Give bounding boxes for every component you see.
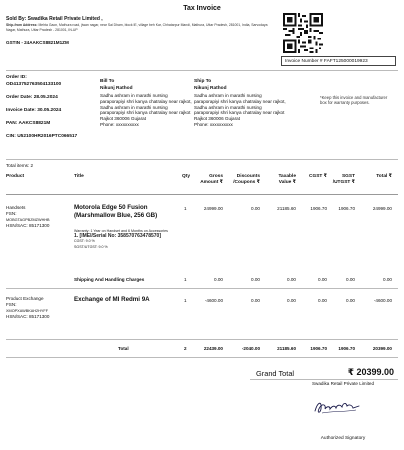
item2-total: -4600.00 (373, 298, 392, 303)
invoice-title: Tax Invoice (183, 5, 221, 12)
divider (6, 339, 398, 340)
total-cgst: 1906.70 (310, 346, 327, 351)
shipping-gross: 0.00 (214, 277, 223, 282)
item1-hsn: HSN/SAC: 85171300 (6, 223, 50, 228)
ship-from-label: Ship-from Address: (6, 23, 38, 27)
ship-from-address (6, 23, 276, 32)
total-taxable: 21185.60 (277, 346, 296, 351)
col-gross: Gross Amount ₹ (200, 174, 223, 185)
total-gross: 22439.00 (203, 346, 223, 351)
divider (6, 288, 398, 289)
total-qty: 2 (184, 346, 187, 351)
divider (250, 379, 398, 380)
item2-fsn: FSN: (6, 302, 17, 307)
pan: PAN: AAKCS8821M (6, 121, 51, 126)
item2-hsn: HSN/SAC: 85171300 (6, 314, 50, 319)
item2-cgst: 0.00 (318, 298, 327, 303)
item1-taxable: 21185.60 (277, 206, 296, 211)
item1-total: 24999.00 (372, 206, 392, 211)
bill-to-name: Nikunj Rathod (100, 86, 133, 91)
total-items: Total items: 2 (6, 163, 34, 168)
ship-to-phone: Phone: xxxxxxxxxx (194, 121, 233, 127)
item1-sgst: 1906.70 (338, 206, 355, 211)
col-product: Product (6, 174, 25, 179)
col-taxable: Taxable Value ₹ (278, 174, 296, 185)
bill-to-city: Rajkot 360006 Gujarat (100, 116, 146, 122)
grand-total-value: ₹ 20399.00 (347, 367, 394, 377)
cin: CIN: U52100HR2016PTC066517 (6, 134, 78, 139)
item2-product: Product Exchange (6, 296, 44, 301)
warranty-note: *Keep this invoice and manufacturer box for warranty purposes. (320, 95, 388, 106)
item1-cgst-rate: CGST: 9.0 % (74, 239, 95, 244)
order-id-label: Order ID: (6, 75, 27, 80)
item1-qty: 1 (184, 206, 187, 211)
item2-sgst: 0.00 (346, 298, 355, 303)
invoice-number: Invoice Number # FAFT125000019923 (281, 56, 396, 66)
item1-gross: 24999.00 (203, 206, 223, 211)
divider (6, 70, 398, 71)
divider (6, 159, 398, 160)
item2-title: Exchange of MI Redmi 9A (74, 296, 150, 303)
order-date: Order Date: 28.05.2024 (6, 95, 58, 100)
bill-to-phone: Phone: xxxxxxxxxx (100, 121, 139, 127)
ship-to-name: Nikunj Rathod (194, 86, 227, 91)
shipping-taxable: 0.00 (287, 277, 296, 282)
ship-to-heading: Ship To (194, 79, 212, 84)
item1-details (74, 229, 184, 250)
bill-to-address-text: Sadhu ashram in marathi nursing paraporapiyi shri kanya chatralay near rajkot, Sadhu ashram in marathi nursing paraporapiyi shri kanya chatralay near rajkot (100, 93, 192, 116)
item1-sgst-rate: SGST/UTGST: 9.0 % (74, 244, 108, 249)
bill-to-heading: Bill To (100, 79, 115, 84)
ship-to-city: Rajkot 360006 Gujarat (194, 116, 240, 122)
gstin: GSTIN - 24AAKCS8821M1ZM (6, 40, 69, 45)
item1-product: Handsets (6, 205, 26, 210)
total-label: Total (118, 346, 129, 351)
bill-to-address (100, 93, 192, 128)
col-title: Title (74, 174, 84, 179)
total-total: 20399.00 (372, 346, 392, 351)
total-discount: -2040.00 (241, 346, 260, 351)
shipping-qty: 1 (184, 277, 187, 282)
company-name: Swadika Retail Private Limited (311, 381, 375, 386)
col-total: Total ₹ (376, 174, 392, 179)
signature-icon (312, 397, 362, 417)
table-row (6, 296, 72, 320)
item1-cgst: 1906.70 (310, 206, 327, 211)
ship-to-address (194, 93, 286, 128)
divider (6, 357, 398, 358)
item2-gross: -4600.00 (204, 298, 223, 303)
authorized-signatory: Authorized Signatory (320, 436, 366, 441)
col-qty: Qty (182, 174, 190, 179)
shipping-cgst: 0.00 (318, 277, 327, 282)
shipping-sgst: 0.00 (346, 277, 355, 282)
invoice-date: Invoice Date: 30.05.2024 (6, 108, 62, 113)
shipping-label: Shipping And Handling Charges (74, 277, 145, 282)
item1-fsn-value: MOBGTAGPBZMZWHHB (6, 218, 50, 222)
col-discount: Discounts /Coupons ₹ (233, 174, 260, 185)
ship-to-address-text: Sadhu ashram in marathi nursing paraporapiyi shri kanya chatralay near rajkot, Sadhu ashram in marathi nursing paraporapiyi shri kanya chatralay near rajkot (194, 93, 286, 116)
col-sgst: SGST /UTGST ₹ (332, 174, 355, 185)
total-sgst: 1906.70 (338, 346, 355, 351)
table-row (6, 205, 72, 229)
item1-title: Motorola Edge 50 Fusion (Marshmallow Blue, 256 GB) (74, 204, 158, 219)
item1-imei: 1. [IMEI/Serial No: 358570763478570] (74, 233, 161, 240)
order-id-value: OD413752763504133100 (6, 82, 62, 87)
shipping-total: 0.00 (383, 277, 392, 282)
item1-warranty: Warranty: 1 Year on Handset and 6 Months on Accessories (74, 229, 168, 233)
item2-taxable: 0.00 (287, 298, 296, 303)
item1-fsn: FSN: (6, 211, 17, 216)
item2-discount: 0.00 (251, 298, 260, 303)
ship-from-value: Mehta Gaon, Mathura road, jiwan nagar, near Sai Dham, block IE, village beh Kar, Chhatarpur Mandi, Mathura, Uttar Pradesh, 281001, India, Sarvodaya Nagar, Mathura, Uttar Pradesh - 281001, IN-UP (6, 23, 268, 32)
grand-total-label: Grand Total (256, 369, 295, 378)
item1-discount: 0.00 (251, 206, 260, 211)
divider (6, 194, 398, 195)
qr-code-icon (283, 13, 323, 53)
item2-qty: 1 (184, 298, 187, 303)
sold-by: Sold By: Swadika Retail Private Limited , (6, 16, 103, 22)
shipping-discount: 0.00 (251, 277, 260, 282)
col-cgst: CGST ₹ (309, 174, 327, 179)
item2-fsn-value: XMOPXAWBKAH2HYFF (6, 309, 49, 313)
